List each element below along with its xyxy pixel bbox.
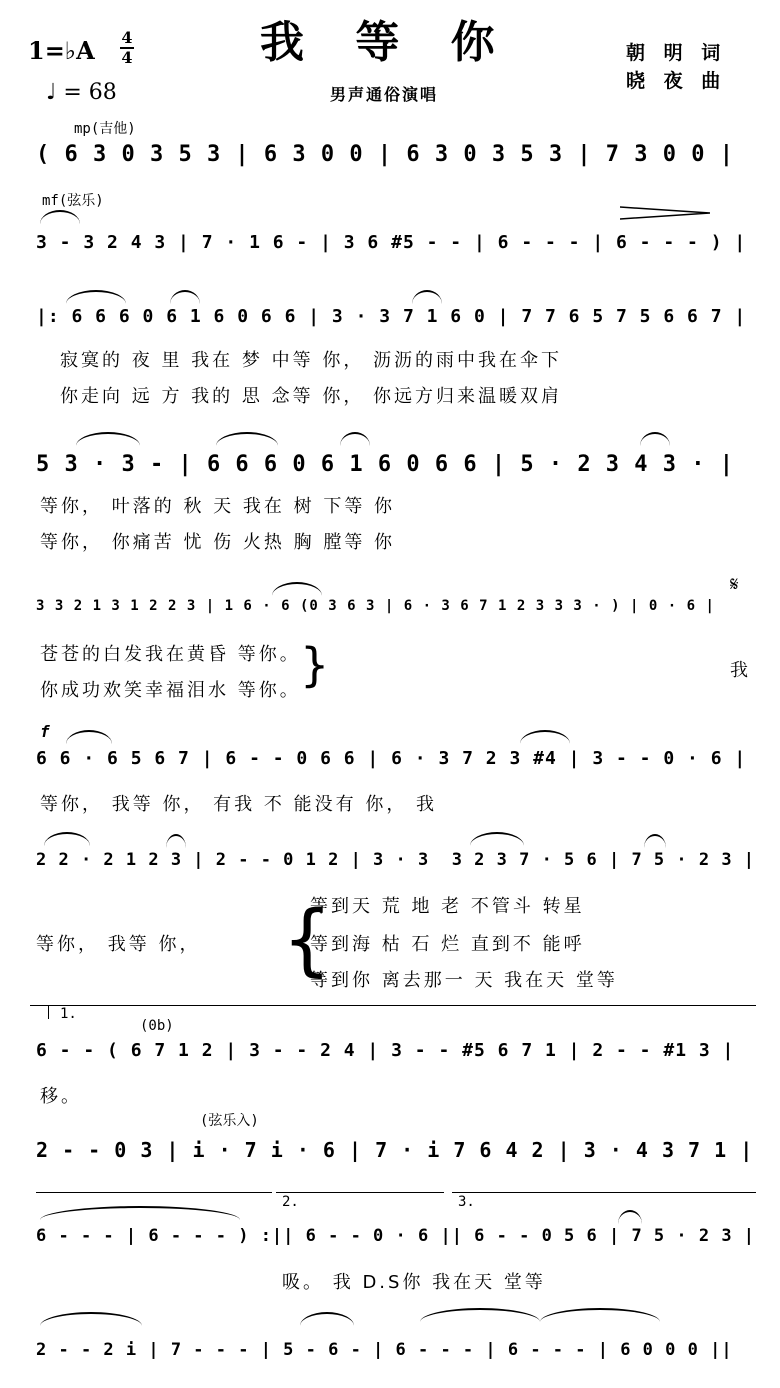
score-row (36, 1040, 756, 1080)
dynamic-mark: mf(弦乐) (42, 193, 104, 209)
lyric-verse-1: 吸。 我 D.S你 我在天 堂等 (282, 1272, 546, 1293)
slur (412, 290, 442, 304)
volta-number: 2. (282, 1194, 299, 1210)
volta-bracket (452, 1192, 756, 1193)
score-row (36, 598, 756, 638)
decrescendo-mark (620, 205, 710, 219)
lyric-verse-3: 等到你 离去那一 天 我在天 堂等 (310, 970, 618, 991)
slur (520, 730, 570, 744)
score-row (36, 142, 756, 182)
volta-number: 1. (60, 1006, 77, 1022)
lyric-brace: } (300, 638, 330, 692)
volta-bracket (276, 1192, 444, 1193)
lyric-verse-2-lead: 等你， 我等 你， (36, 934, 201, 955)
slur (40, 1312, 142, 1326)
notation-line: |: 6 6 6 0 6 1 6 0 6 6 | 3 · 3 7 1 6 0 | 7 7 6 5 7 5 6 6 7 | (36, 306, 747, 327)
score-row (36, 748, 756, 788)
slur (76, 432, 140, 446)
volta-bracket (30, 1005, 756, 1006)
slur (40, 210, 80, 224)
score-row (36, 1226, 756, 1266)
slur (340, 432, 370, 446)
score-row (36, 232, 756, 272)
slur (644, 834, 666, 848)
slur (216, 432, 278, 446)
lyric-brace: { (282, 895, 332, 985)
score-row (36, 306, 756, 346)
volta-number: 3. (458, 1194, 475, 1210)
slur (300, 1312, 354, 1326)
tempo-mark: ♩ = 68 (46, 80, 117, 105)
lyric-verse-1: 等你， 叶落的 秋 天 我在 树 下等 你 (40, 496, 396, 517)
volta-bracket-hook (48, 1005, 49, 1019)
song-title: 我 等 你 (260, 17, 513, 68)
notation-line: 2 2 · 2 1 2 3 | 2 - - 0 1 2 | 3 · 3 3 2 3 7 · 5 6 | 7 5 · 2 3 | (36, 850, 756, 870)
lyric-verse-1: 等你， 我等 你， 有我 不 能没有 你， 我 (40, 794, 438, 815)
composer-credit: 晓 夜 曲 (626, 70, 727, 92)
score-row (36, 452, 756, 492)
lyric-verse-1: 苍苍的白发我在黄昏 等你。 (40, 644, 301, 665)
lyric-verse-1: 移。 (40, 1086, 82, 1107)
decrescendo-icon (620, 206, 710, 220)
performance-note: 男声通俗演唱 (330, 85, 439, 104)
notation-line: 6 - - ( 6 7 1 2 | 3 - - 2 4 | 3 - - #5 6 7 1 | 2 - - #1 3 | (36, 1040, 735, 1061)
key-signature: 1=♭A (28, 36, 95, 65)
lyric-verse-2: 你走向 远 方 我的 思 念等 你， 你远方归来温暖双肩 (60, 386, 563, 407)
slur (618, 1210, 642, 1224)
dynamic-mark: mp(吉他) (74, 121, 136, 137)
time-signature (120, 30, 134, 66)
lyric-verse-2: 等你， 你痛苦 忧 伤 火热 胸 膛等 你 (40, 532, 396, 553)
slur (166, 834, 186, 848)
slur (470, 832, 524, 846)
lyric-verse-2: 你成功欢笑幸福泪水 等你。 (40, 680, 301, 701)
accompaniment-note: (0b) (140, 1018, 174, 1034)
notation-line: 2 - - 2 i | 7 - - - | 5 - 6 - | 6 - - - | 6 - - - | 6 0 0 0 || (36, 1340, 733, 1360)
notation-line: 6 6 · 6 5 6 7 | 6 - - 0 6 6 | 6 · 3 7 2 3 #4 | 3 - - 0 · 6 | (36, 748, 747, 769)
slur (66, 290, 126, 304)
notation-line: 3 3 2 1 3 1 2 2 3 | 1 6 · 6 (0 3 6 3 | 6 · 3 6 7 1 2 3 3 3 · ) | 0 · 6 | (36, 598, 715, 614)
time-signature-top: 4 (121, 28, 133, 47)
slur (272, 582, 322, 596)
lyric-verse-1: 等到天 荒 地 老 不管斗 转星 (310, 896, 585, 917)
dynamic-mark: (弦乐入) (200, 1113, 259, 1129)
score-row (36, 1340, 756, 1380)
score-row (36, 1138, 756, 1178)
slur (44, 832, 90, 846)
notation-line: 3 - 3 2 4 3 | 7 · 1 6 - | 3 6 #5 - - | 6 - - - | 6 - - - ) | (36, 232, 747, 253)
notation-line: ( 6 3 0 3 5 3 | 6 3 0 0 | 6 3 0 3 5 3 | 7 3 0 0 | (36, 142, 735, 167)
slur (40, 1206, 240, 1220)
slur (66, 730, 112, 744)
notation-line: 2 - - 0 3 | i · 7 i · 6 | 7 · i 7 6 4 2 | 3 · 4 3 7 1 | (36, 1138, 754, 1162)
dynamic-mark: f (40, 722, 50, 741)
slur (420, 1308, 540, 1322)
volta-bracket (36, 1192, 272, 1193)
time-signature-bottom: 4 (121, 48, 133, 67)
notation-line: 6 - - - | 6 - - - ) :|| 6 - - 0 · 6 || 6 - - 0 5 6 | 7 5 · 2 3 | (36, 1226, 756, 1246)
lyric-verse-1: 寂寞的 夜 里 我在 梦 中等 你， 沥沥的雨中我在伞下 (60, 350, 563, 371)
slur (170, 290, 200, 304)
lyric-verse-2: 等到海 枯 石 烂 直到不 能呼 (310, 934, 585, 955)
segno-sign: 𝄋 (730, 572, 739, 596)
lyricist-credit: 朝 明 词 (626, 42, 727, 64)
slur (540, 1308, 660, 1322)
notation-line: 5 3 · 3 - | 6 6 6 0 6 1 6 0 6 6 | 5 · 2 3 4 3 · | (36, 452, 735, 477)
slur (640, 432, 670, 446)
score-row (36, 850, 756, 890)
lyric-pickup: 我 (730, 660, 751, 681)
